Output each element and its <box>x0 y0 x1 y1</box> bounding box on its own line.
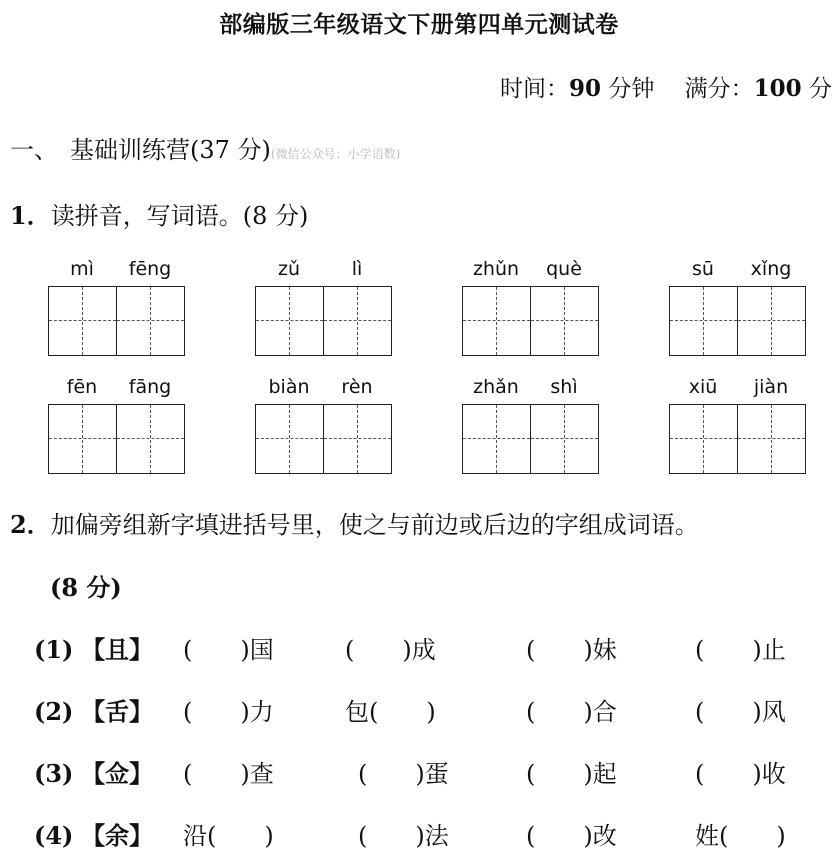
score-value: 100 <box>753 75 802 102</box>
fill-item[interactable]: ( )查 <box>183 760 274 788</box>
radical-label: 【余】 <box>81 821 154 850</box>
pinyin-syllable: xǐng <box>750 258 792 280</box>
row-label: (1) <box>34 635 74 664</box>
tianzi-box[interactable] <box>256 287 323 355</box>
fill-row <box>0 692 838 732</box>
tianzi-box[interactable] <box>116 405 184 473</box>
fill-item[interactable]: 沿( ) <box>183 822 274 850</box>
question-1-text: 读拼音，写词语。(8 分) <box>50 202 309 230</box>
radical-label: 【佥】 <box>81 759 154 788</box>
tianzi-box[interactable] <box>737 405 805 473</box>
question-2-number: 2． <box>10 510 51 539</box>
pinyin-item <box>255 376 392 474</box>
writing-grid[interactable] <box>462 286 599 356</box>
fill-item[interactable]: 包( ) <box>345 698 436 726</box>
pinyin-syllable: fāng <box>128 376 172 398</box>
pinyin-item <box>48 376 185 474</box>
question-2 <box>10 505 699 540</box>
tianzi-box[interactable] <box>49 405 116 473</box>
pinyin-item <box>255 258 392 356</box>
pinyin-item <box>669 258 806 356</box>
section-number: 一、 <box>10 136 46 164</box>
fill-row <box>0 754 838 794</box>
fill-item[interactable]: ( )法 <box>358 822 449 850</box>
time-value: 90 <box>569 75 602 102</box>
row-label: (2) <box>34 697 74 726</box>
pinyin-syllable: rèn <box>341 376 373 398</box>
row-label: (4) <box>34 821 74 850</box>
question-1 <box>10 196 308 231</box>
pinyin-item <box>48 258 185 356</box>
fill-item[interactable]: ( )改 <box>526 822 617 850</box>
pinyin-syllable: jiàn <box>753 376 789 398</box>
fill-item[interactable]: ( )国 <box>183 636 274 664</box>
row-label: (3) <box>34 759 74 788</box>
tianzi-box[interactable] <box>323 287 391 355</box>
pinyin-syllable: sū <box>692 258 714 280</box>
fill-item[interactable]: ( )止 <box>695 636 786 664</box>
pinyin-syllable: què <box>546 258 582 280</box>
fill-item[interactable]: ( )蛋 <box>358 760 449 788</box>
question-2-score: (8 分) <box>50 573 122 602</box>
fill-item[interactable]: ( )收 <box>695 760 786 788</box>
fill-item[interactable]: ( )妹 <box>526 636 617 664</box>
pinyin-syllable: fēn <box>66 376 98 398</box>
fill-item[interactable]: 姓( ) <box>695 822 786 850</box>
tianzi-box[interactable] <box>530 405 598 473</box>
score-unit: 分 <box>809 76 832 102</box>
exam-meta <box>500 70 832 103</box>
tianzi-box[interactable] <box>463 287 530 355</box>
writing-grid[interactable] <box>669 404 806 474</box>
writing-grid[interactable] <box>462 404 599 474</box>
pinyin-syllable: xiū <box>688 376 718 398</box>
tianzi-box[interactable] <box>49 287 116 355</box>
radical-label: 【且】 <box>81 635 154 664</box>
pinyin-syllable: zhǎn <box>473 376 519 398</box>
fill-item[interactable]: ( )成 <box>345 636 436 664</box>
fill-item[interactable]: ( )力 <box>183 698 274 726</box>
pinyin-item <box>669 376 806 474</box>
radical-label: 【舌】 <box>81 697 154 726</box>
fill-row <box>0 630 838 670</box>
pinyin-syllable: lì <box>351 258 363 280</box>
pinyin-syllable: biàn <box>268 376 310 398</box>
pinyin-syllable: zǔ <box>277 258 300 280</box>
writing-grid[interactable] <box>669 286 806 356</box>
tianzi-box[interactable] <box>670 405 737 473</box>
tianzi-box[interactable] <box>463 405 530 473</box>
fill-item[interactable]: ( )风 <box>695 698 786 726</box>
writing-grid[interactable] <box>255 404 392 474</box>
pinyin-syllable: shì <box>550 376 578 398</box>
pinyin-item <box>462 258 599 356</box>
question-1-number: 1． <box>10 201 51 230</box>
question-2-text: 加偏旁组新字填进括号里，使之与前边或后边的字组成词语。 <box>50 511 699 539</box>
writing-grid[interactable] <box>48 286 185 356</box>
watermark-text: (微信公众号：小学语数) <box>270 147 401 161</box>
pinyin-item <box>462 376 599 474</box>
time-label: 时间： <box>500 76 570 102</box>
pinyin-syllable: fēng <box>128 258 172 280</box>
fill-row <box>0 816 838 856</box>
section-heading <box>10 130 400 165</box>
tianzi-box[interactable] <box>116 287 184 355</box>
writing-grid[interactable] <box>48 404 185 474</box>
pinyin-syllable: mì <box>70 258 94 280</box>
fill-item[interactable]: ( )起 <box>526 760 617 788</box>
fill-item[interactable]: ( )合 <box>526 698 617 726</box>
tianzi-box[interactable] <box>530 287 598 355</box>
tianzi-box[interactable] <box>737 287 805 355</box>
tianzi-box[interactable] <box>670 287 737 355</box>
tianzi-box[interactable] <box>323 405 391 473</box>
section-title: 基础训练营(37 分) <box>70 136 271 164</box>
page-title: 部编版三年级语文下册第四单元测试卷 <box>219 12 619 38</box>
writing-grid[interactable] <box>255 286 392 356</box>
pinyin-syllable: zhǔn <box>472 258 520 280</box>
score-label: 满分： <box>684 76 754 102</box>
time-unit: 分钟 <box>608 76 655 102</box>
tianzi-box[interactable] <box>256 405 323 473</box>
